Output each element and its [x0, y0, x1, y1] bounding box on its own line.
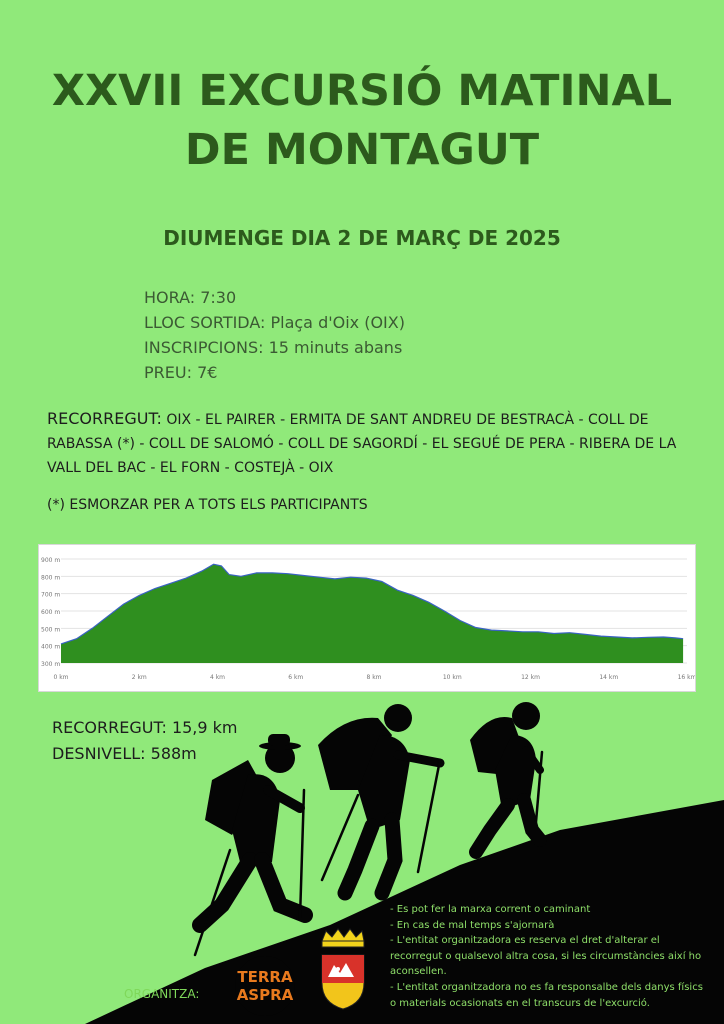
y-tick-label: 300 m — [41, 661, 61, 668]
event-date: DIUMENGE DIA 2 DE MARÇ DE 2025 — [163, 226, 561, 250]
municipal-coat-of-arms-icon — [316, 927, 368, 1011]
note-item: - Es pot fer la marxa corrent o caminant — [390, 904, 591, 915]
info-lloc: LLOC SORTIDA: Plaça d'Oix (OIX) — [144, 313, 405, 332]
x-tick-label: 2 km — [131, 674, 147, 681]
x-tick-label: 16 km — [677, 674, 695, 681]
svg-text:TERRA: TERRA — [237, 968, 293, 986]
stat-elevation: DESNIVELL: 588m — [52, 744, 197, 763]
hiker-silhouette-1 — [195, 734, 305, 955]
y-tick-label: 400 m — [41, 643, 61, 651]
route-text: OIX - EL PAIRER - ERMITA DE SANT ANDREU DE BESTRACÀ - COLL DE RABASSA (*) - COLL DE SALOMÓ - COLL DE SAGORDÍ - EL SEGUÉ DE PERA - RIBERA DE LA VALL DEL BAC - EL FORN - COSTEJÀ - OIX — [47, 412, 677, 476]
stat-distance: RECORREGUT: 15,9 km — [52, 718, 238, 737]
route-label: RECORREGUT: — [47, 409, 162, 428]
x-tick-label: 14 km — [599, 674, 619, 681]
hiker-silhouette-3 — [470, 702, 542, 852]
breakfast-note: (*) ESMORZAR PER A TOTS ELS PARTICIPANTS — [47, 497, 368, 513]
organitza-label: ORGANITZA: — [124, 987, 200, 1001]
x-tick-label: 6 km — [288, 674, 304, 681]
x-tick-label: 10 km — [442, 674, 462, 681]
x-tick-label: 12 km — [521, 674, 540, 681]
title-line-2: DE MONTAGUT — [184, 125, 540, 175]
info-hora: HORA: 7:30 — [144, 288, 237, 307]
note-item: - L'entitat organitzadora es reserva el dret d'alterar el recorregut o qualsevol altra cosa, si les circumstàncies així ho aconsellen. — [390, 935, 702, 978]
svg-text:ASPRA: ASPRA — [236, 986, 294, 1004]
y-tick-label: 900 m — [41, 557, 61, 564]
y-tick-label: 600 m — [41, 609, 61, 616]
info-preu: PREU: 7€ — [144, 363, 218, 382]
x-tick-label: 0 km — [53, 674, 69, 681]
notes-list — [390, 902, 710, 1011]
info-inscripcions: INSCRIPCIONS: 15 minuts abans — [144, 338, 403, 357]
x-tick-label: 4 km — [209, 674, 226, 681]
x-tick-label: 8 km — [366, 674, 382, 681]
note-item: - En cas de mal temps s'ajornarà — [390, 919, 555, 931]
terra-aspra-logo — [225, 954, 305, 1018]
note-item: - L'entitat organitzadora no es fa responsalbe dels danys físics o materials ocasionats en el transcurs de l'excurció. — [390, 981, 703, 1009]
y-tick-label: 800 m — [41, 574, 61, 582]
y-tick-label: 500 m — [41, 626, 61, 634]
y-tick-label: 700 m — [41, 591, 61, 599]
hiker-silhouette-2 — [318, 704, 440, 893]
title-line-1: XXVII EXCURSIÓ MATINAL — [51, 66, 673, 116]
